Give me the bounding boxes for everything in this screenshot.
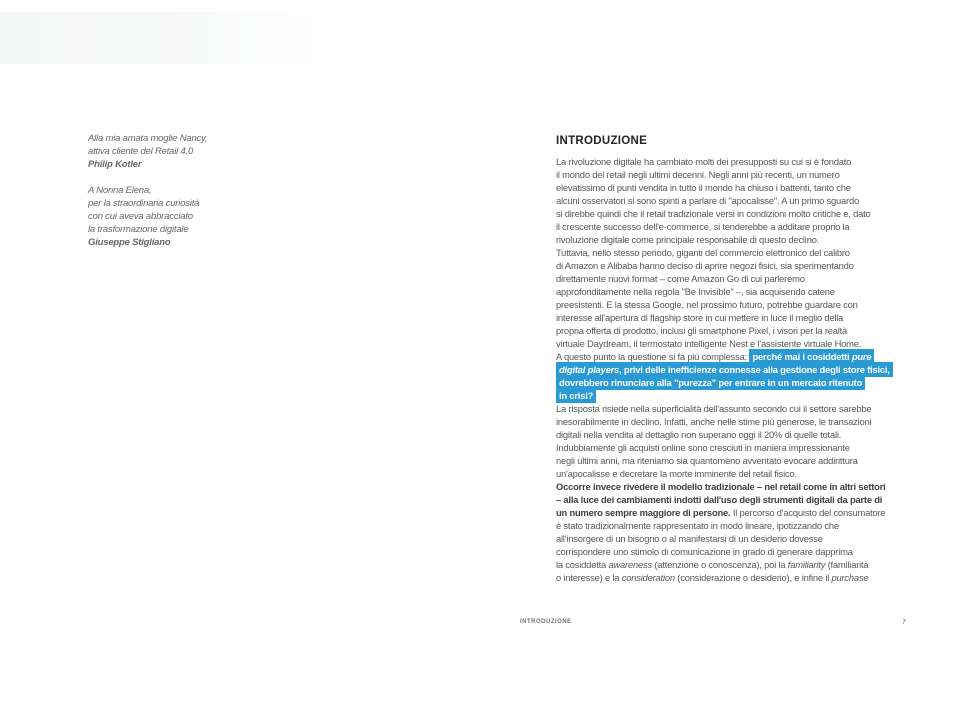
body-text-segment: si direbbe quindi che il retail tradizionale versi in condizioni molto critiche e, dato	[556, 208, 871, 219]
body-text-segment: Tuttavia, nello stesso periodo, giganti del commercio elettronico del calibro	[556, 247, 850, 258]
text-line	[556, 246, 908, 259]
body-text-segment: awareness	[608, 559, 652, 570]
body-text-segment: il crescente successo dell'e-commerce, si tenderebbe a additare proprio la	[556, 221, 850, 232]
running-footer: INTRODUZIONE	[520, 619, 572, 625]
text-line	[556, 298, 908, 311]
text-line	[556, 428, 908, 441]
dedication-line: Giuseppe Stigliano	[88, 237, 171, 248]
body-text-segment: un'apocalisse e decretare la morte imminente del retail fisico.	[556, 468, 797, 479]
body-text-segment: è stato tradizionalmente rappresentato in modo lineare, ipotizzando che	[556, 520, 839, 531]
text-line	[556, 220, 908, 233]
highlighted-text: perché mai i cosiddetti	[752, 351, 852, 362]
text-line	[556, 402, 908, 415]
highlighted-text: , privi delle inefficienze connesse alla gestione degli store fisici,	[619, 364, 890, 375]
chapter-heading: INTRODUZIONE	[556, 135, 648, 147]
body-text-segment: familiarity	[787, 559, 826, 570]
highlighted-text: pure	[851, 351, 872, 362]
body-text-segment: all'insorgere di un bisogno o al manifestarsi di un desiderio dovesse	[556, 533, 823, 544]
text-line	[556, 467, 908, 480]
highlighted-text: digital players	[559, 364, 620, 375]
text-line	[556, 415, 908, 428]
dedication-line: Alla mia amata moglie Nancy,	[88, 133, 208, 144]
text-line	[556, 259, 908, 272]
body-text-segment: – alla luce dei cambiamenti indotti dall'uso degli strumenti digitali da parte di	[556, 494, 883, 505]
body-text-segment: o interesse) e la	[556, 572, 622, 583]
text-line	[556, 389, 908, 402]
body-text-segment: purchase	[831, 572, 869, 583]
body-text-segment: alcuni osservatori si sono spinti a parlare di "apocalisse". A un primo sguardo	[556, 195, 860, 206]
text-line	[556, 571, 908, 584]
text-line	[556, 168, 908, 181]
body-text-segment: negli ultimi anni, ma riteniamo sia quantomeno avventato evocare addirittura	[556, 455, 858, 466]
text-line	[556, 285, 908, 298]
page-scan-shading	[0, 12, 340, 64]
text-line	[556, 272, 908, 285]
body-text-segment: digitali nella vendita al dettaglio non superano oggi il 20% di quelle totali.	[556, 429, 842, 440]
body-text-segment: inesorabilmente in declino. Infatti, anche nelle stime più generose, le transazioni	[556, 416, 872, 427]
text-line	[556, 155, 908, 168]
body-text-segment: approfonditamente nella regola "Be Invisible" –, sia acquisendo catene	[556, 286, 835, 297]
body-text-segment: interesse all'apertura di flagship store in cui mettere in luce il meglio della	[556, 312, 844, 323]
text-line	[556, 441, 908, 454]
body-text-segment: elevatissimo di punti vendita in tutto il mondo ha chiuso i battenti, tanto che	[556, 182, 851, 193]
text-line	[556, 558, 908, 571]
body-text-segment: preesistenti. E la stessa Google, nel prossimo futuro, potrebbe guardare con	[556, 299, 858, 310]
dedication-line: A Nonna Elena,	[88, 185, 152, 196]
text-line	[556, 194, 908, 207]
text-line	[556, 480, 908, 493]
body-text-segment: un numero sempre maggiore di persone.	[556, 507, 731, 518]
body-text-segment: virtuale Daydream, il termostato intelligente Nest e l'assistente virtuale Home.	[556, 338, 862, 349]
text-line	[556, 311, 908, 324]
text-line	[556, 506, 908, 519]
text-line	[556, 545, 908, 558]
body-text-segment: propria offerta di prodotto, inclusi gli smartphone Pixel, i visori per la realtà	[556, 325, 848, 336]
page-number: 7	[901, 617, 906, 626]
body-text-segment: A questo punto la questione si fa più complessa:	[556, 351, 750, 362]
dedication-line: per la straordinaria curiosità	[88, 198, 200, 209]
dedication-block	[88, 132, 348, 249]
body-text-segment: Indubbiamente gli acquisti online sono cresciuti in maniera impressionante	[556, 442, 850, 453]
highlighted-passage	[556, 388, 596, 403]
body-text-segment: di Amazon e Alibaba hanno deciso di aprire negozi fisici, sia sperimentando	[556, 260, 854, 271]
text-line	[556, 519, 908, 532]
body-text-segment: Occorre invece rivedere il modello tradizionale – nel retail come in altri settori	[556, 481, 886, 492]
body-text-segment: corrispondere uno stimolo di comunicazione in grado di generare dapprima	[556, 546, 853, 557]
text-line	[556, 376, 908, 389]
dedication-line: la trasformazione digitale	[88, 224, 189, 235]
body-text-segment: consideration	[621, 572, 675, 583]
dedication-gap	[88, 171, 348, 184]
chapter-body-text	[556, 155, 908, 584]
dedication-line: Philip Kotler	[88, 159, 142, 170]
highlighted-text: dovrebbero rinunciare alla "purezza" per entrare in un mercato ritenuto	[559, 377, 863, 388]
text-line	[556, 181, 908, 194]
body-text-segment: La rivoluzione digitale ha cambiato molti dei presupposti su cui si è fondato	[556, 156, 852, 167]
text-line	[556, 493, 908, 506]
body-text-segment: il mondo del retail negli ultimi decenni. Negli anni più recenti, un numero	[556, 169, 840, 180]
text-line	[556, 207, 908, 220]
text-line	[556, 532, 908, 545]
highlighted-passage	[556, 375, 865, 390]
body-text-segment: rivoluzione digitale come principale responsabile di questo declino.	[556, 234, 820, 245]
highlighted-text: in crisi?	[559, 390, 594, 401]
text-line	[556, 233, 908, 246]
dedication-line: con cui aveva abbracciato	[88, 211, 193, 222]
body-text-segment: (familiarità	[825, 559, 869, 570]
body-text-segment: direttamente nuovi format – come Amazon Go di cui parleremo	[556, 273, 805, 284]
text-line	[556, 454, 908, 467]
body-text-segment: Il percorso d'acquisto del consumatore	[730, 507, 886, 518]
body-text-segment: la cosiddetta	[556, 559, 609, 570]
body-text-segment: La risposta risiede nella superficialità dell'assunto secondo cui il settore sarebbe	[556, 403, 872, 414]
body-text-segment: (attenzione o conoscenza), poi la	[652, 559, 788, 570]
dedication-line: attiva cliente del Retail 4.0	[88, 146, 194, 157]
body-text-segment: (considerazione o desiderio), e infine il	[674, 572, 832, 583]
text-line	[556, 324, 908, 337]
